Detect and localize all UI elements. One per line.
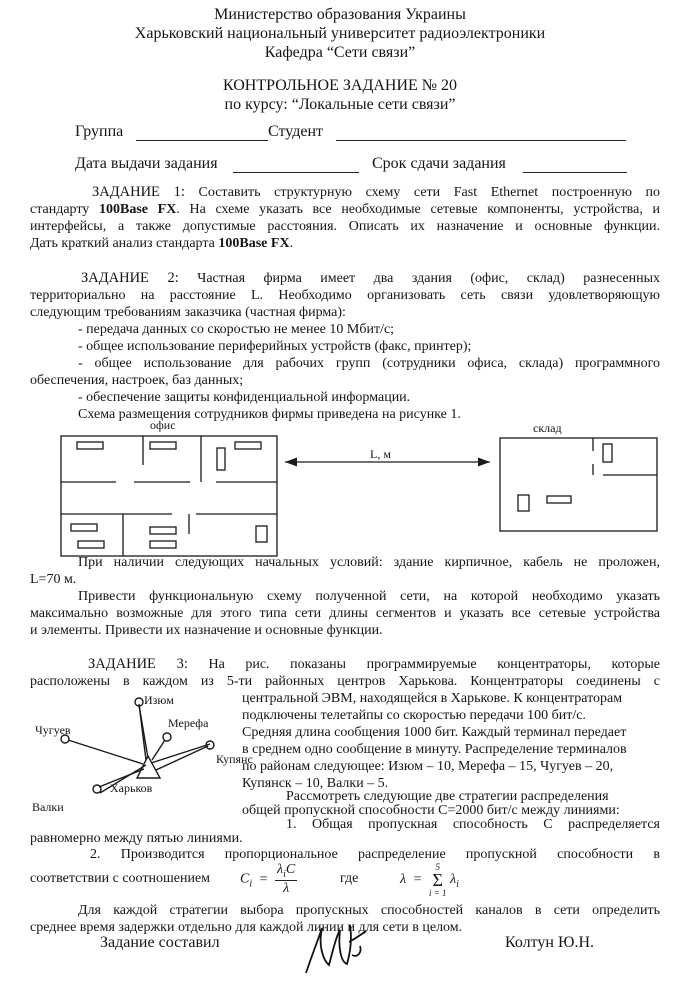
task3-line-5: соответствии с соотношением bbox=[30, 871, 211, 886]
task2-line-3: следующим требованиям заказчика (частная фирма): bbox=[30, 305, 346, 320]
task1-heading: ЗАДАНИЕ 1: bbox=[92, 184, 185, 200]
task1-line-1 bbox=[30, 184, 660, 201]
issue-date-field[interactable] bbox=[233, 172, 359, 173]
task3-line-7: среднее время задержки отдельно для каждой линии и для сети в целом. bbox=[30, 920, 463, 935]
student-label: Студент bbox=[268, 123, 324, 140]
task3-heading: ЗАДАНИЕ 3: bbox=[88, 656, 188, 672]
task3-right-9: 1. Общая пропускная способность С распределяется bbox=[286, 817, 660, 832]
task2-line-2: территориально на расстояние L. Необходимо организовать сеть связи удовлетворяющую bbox=[30, 288, 660, 303]
formula-symbol: λ bbox=[283, 880, 290, 896]
due-date-label: Срок сдачи задания bbox=[372, 155, 506, 172]
formula-subscript: i bbox=[456, 879, 459, 891]
formula-fraction bbox=[275, 862, 297, 897]
author-name: Колтун Ю.Н. bbox=[505, 934, 594, 951]
formula-symbol: λ bbox=[277, 862, 284, 877]
office-building bbox=[61, 436, 277, 556]
task2-instruction-1: Привести функциональную схему полученной сети, на которой необходимо указать bbox=[78, 589, 660, 604]
task1-text: Составить структурную схему сети Fast Ethernet построенную по bbox=[198, 185, 660, 200]
task2-instruction-2: максимально возможные для этого типа сети длины сегментов и указать все сетевые устройства bbox=[30, 606, 660, 621]
task3-right-8: общей пропускной способности С=2000 бит/с между линиями: bbox=[242, 803, 620, 818]
standard-name: 100Base FX bbox=[218, 236, 290, 251]
formula-symbol: λ bbox=[450, 872, 457, 888]
requirement-item-cont: обеспечения, настроек, баз данных; bbox=[30, 373, 244, 388]
task2-instruction-3: и элементы. Привести их назначение и основные функции. bbox=[30, 623, 383, 638]
document-title: КОНТРОЛЬНОЕ ЗАДАНИЕ № 20 bbox=[222, 77, 458, 94]
course-line: по курсу: “Локальные сети связи” bbox=[224, 96, 456, 113]
warehouse-building bbox=[500, 438, 657, 531]
izyum-node bbox=[135, 698, 143, 706]
task3-line-4: 2. Производится пропорциональное распределение пропускной способности в bbox=[90, 847, 660, 862]
formula-symbol: C bbox=[240, 871, 250, 887]
university-line: Харьковский национальный университет радиоэлектроники bbox=[134, 25, 546, 42]
task2-heading: ЗАДАНИЕ 2: bbox=[81, 270, 179, 286]
formula-equals: = bbox=[413, 872, 422, 888]
ministry-line: Министерство образования Украины bbox=[214, 6, 466, 23]
task1-text: Дать краткий анализ стандарта bbox=[30, 236, 215, 251]
group-label: Группа bbox=[75, 123, 124, 140]
requirement-item: - обеспечение защиты конфиденциальной информации. bbox=[78, 390, 411, 405]
requirement-item: - передача данных со скоростью не менее 10 Мбит/с; bbox=[78, 322, 395, 337]
standard-name: 100Base FX bbox=[98, 202, 177, 217]
requirement-item: - общее использование для рабочих групп (сотрудники офиса, склада) программного bbox=[78, 356, 660, 371]
composed-by-label: Задание составил bbox=[100, 934, 220, 951]
node-label-merefa: Мерефа bbox=[168, 716, 209, 730]
task1-text: . На схеме указать все необходимые сетевые компоненты, устройства, и bbox=[176, 202, 660, 217]
task1-line-4 bbox=[30, 235, 293, 252]
formula-sum bbox=[429, 862, 447, 898]
group-field[interactable] bbox=[136, 140, 268, 141]
task3-line-2: расположены в каждом из 5-ти районных центров Харькова. Концентраторы соединены с bbox=[30, 674, 660, 689]
task3-right-4: в среднем одно сообщение в минуту. Распределение терминалов bbox=[242, 742, 627, 757]
merefa-node bbox=[163, 733, 171, 741]
formula-symbol: C bbox=[285, 862, 296, 877]
distance-label: L, м bbox=[370, 447, 391, 461]
sum-upper-limit: 5 bbox=[435, 862, 441, 872]
task3-line-6: Для каждой стратегии выбора пропускных способностей каналов в сети определить bbox=[78, 903, 660, 918]
task3-line-1 bbox=[30, 656, 660, 673]
task3-line-3: равномерно между пятью линиями. bbox=[30, 831, 243, 846]
valki-node bbox=[93, 785, 101, 793]
node-label-kharkov: Харьков bbox=[110, 781, 153, 795]
lambda-sum-formula bbox=[400, 862, 459, 898]
conditions-line-2: L=70 м. bbox=[30, 572, 77, 587]
node-label-izyum: Изюм bbox=[144, 693, 174, 707]
task3-right-6: Купянск – 10, Валки – 5. bbox=[242, 776, 389, 791]
student-field[interactable] bbox=[336, 140, 626, 141]
task1-line-2 bbox=[30, 201, 660, 218]
department-line: Кафедра “Сети связи” bbox=[264, 44, 416, 61]
formula-subscript: i bbox=[283, 868, 286, 880]
formula-equals: = bbox=[259, 871, 268, 887]
task1-text: стандарту bbox=[30, 202, 90, 217]
conditions-line-1: При наличии следующих начальных условий: здание кирпичное, кабель не проложен, bbox=[78, 555, 660, 570]
task3-right-3: Средняя длина сообщения 1000 бит. Каждый терминал передает bbox=[242, 725, 627, 740]
issue-date-label: Дата выдачи задания bbox=[75, 155, 218, 172]
node-label-kupyansk: Купянс bbox=[216, 752, 253, 766]
task1-text: . bbox=[289, 236, 294, 251]
task3-right-5: по районам следующее: Изюм – 10, Мерефа – 15, Чугуев – 20, bbox=[242, 759, 614, 774]
kharkov-node bbox=[137, 756, 160, 778]
task2-text: Частная фирма имеет два здания (офис, склад) разнесенных bbox=[197, 271, 661, 286]
due-date-field[interactable] bbox=[523, 172, 627, 173]
sum-symbol: Σ bbox=[432, 870, 444, 890]
task1-line-3: интерфейсы, а также допустимые расстояния. Описать их назначение и основные функции. bbox=[30, 219, 660, 234]
node-label-valki: Валки bbox=[32, 800, 64, 814]
figure-reference: Схема размещения сотрудников фирмы приведена на рисунке 1. bbox=[78, 407, 461, 422]
node-label-chuguev: Чугуев bbox=[35, 723, 71, 737]
task3-right-2: подключены телетайпы со скоростью передачи 100 бит/с. bbox=[242, 708, 586, 723]
sum-lower-limit: i = 1 bbox=[428, 888, 447, 898]
where-label: где bbox=[340, 871, 359, 886]
task3-right-1: центральной ЭВМ, находящейся в Харькове. К концентраторам bbox=[242, 691, 623, 706]
capacity-formula bbox=[240, 862, 297, 897]
formula-symbol: λ bbox=[400, 872, 407, 888]
task3-text: На рис. показаны программируемые концентраторы, которые bbox=[208, 657, 660, 672]
task3-right-7: Рассмотреть следующие две стратегии распределения bbox=[286, 789, 609, 804]
office-label: офис bbox=[150, 418, 176, 432]
kupyansk-node bbox=[206, 741, 214, 749]
requirement-item: - общее использование периферийных устройств (факс, принтер); bbox=[78, 339, 472, 354]
warehouse-label: склад bbox=[533, 421, 562, 435]
formula-subscript: i bbox=[249, 878, 253, 890]
task2-line-1 bbox=[30, 270, 660, 287]
